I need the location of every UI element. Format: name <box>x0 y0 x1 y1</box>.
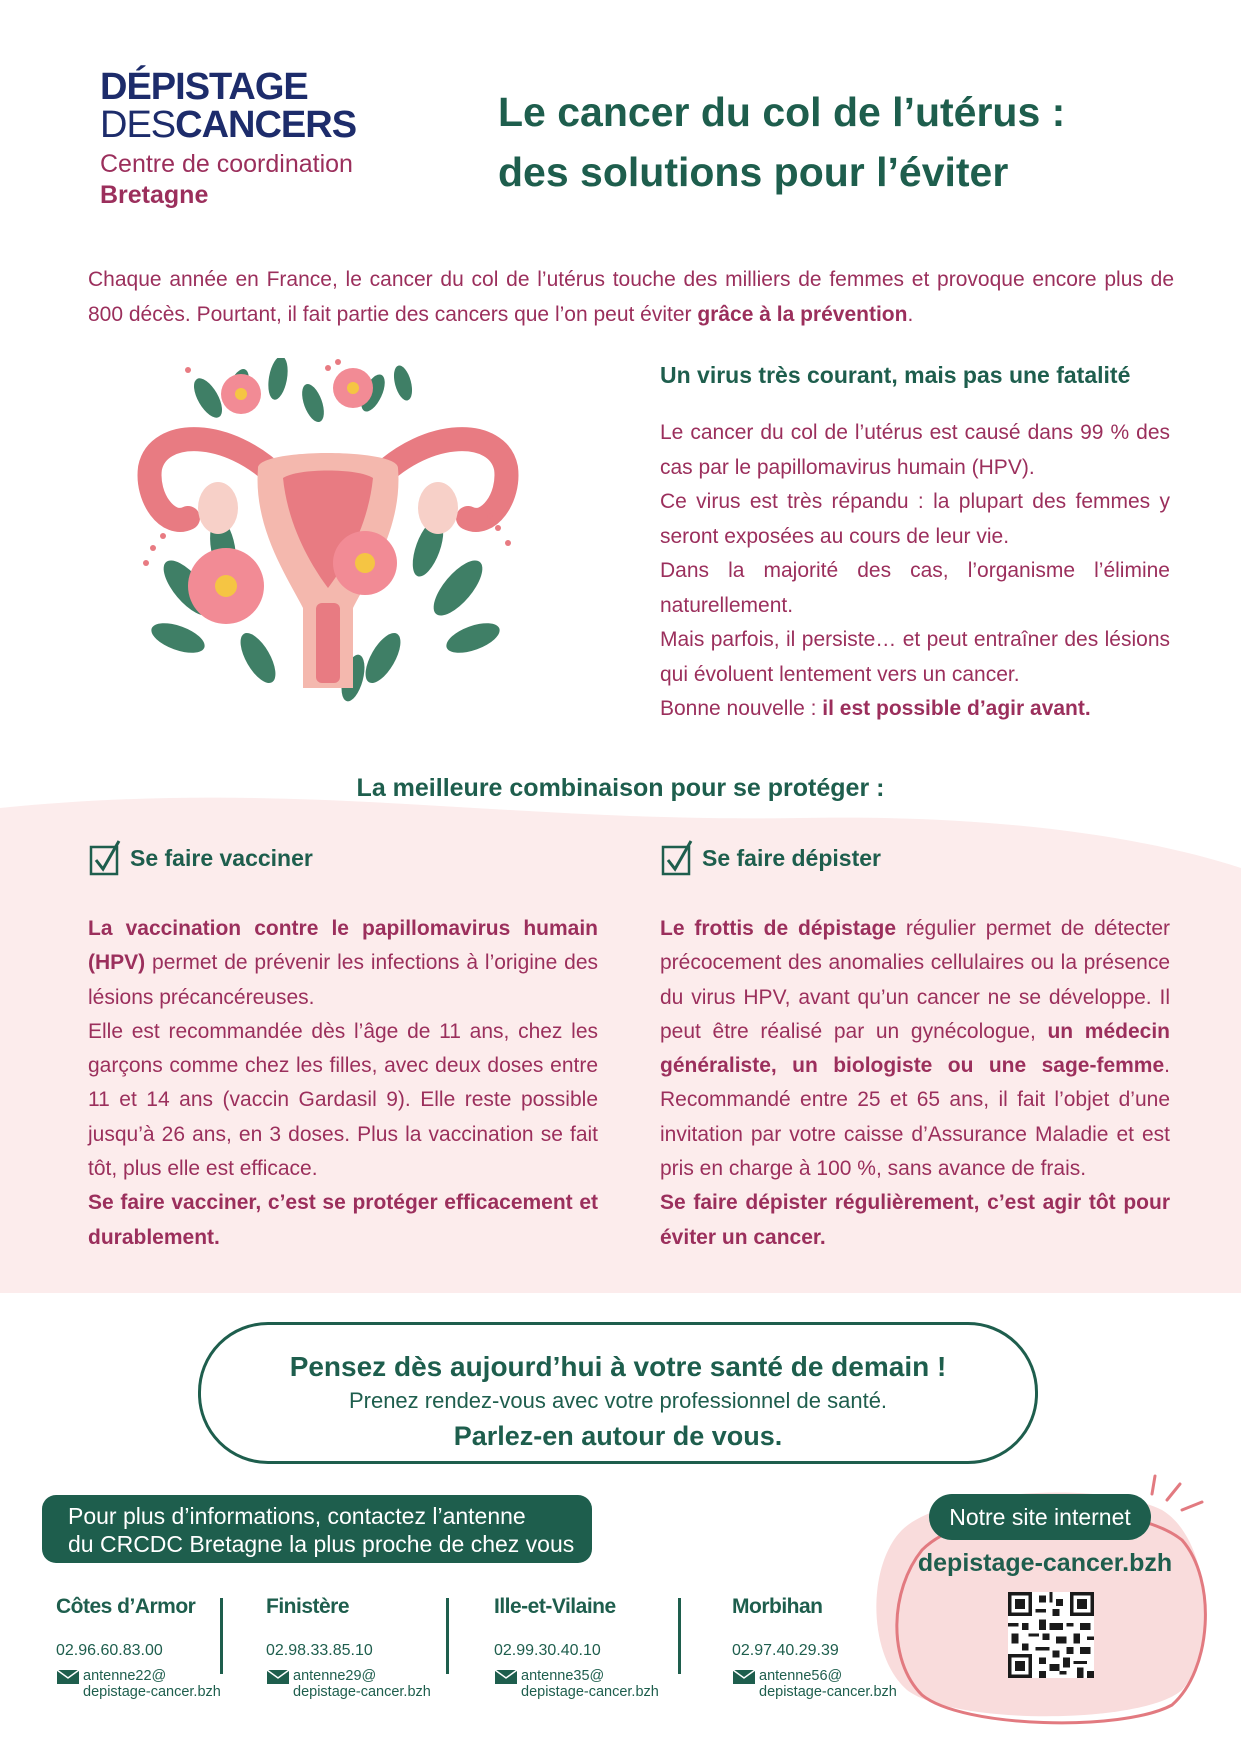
antenne-name: Morbihan <box>732 1595 823 1618</box>
virus-p3: Dans la majorité des cas, l’organisme l’élimine naturellement. <box>660 559 1170 617</box>
screening-header <box>660 838 1170 878</box>
cta-line-3: Parlez-en autour de vous. <box>453 1421 783 1451</box>
antenne-morbihan <box>732 1592 932 1700</box>
screening-p1 <box>660 912 1170 1186</box>
virus-heading: Un virus très courant, mais pas une fatalité <box>660 362 1131 388</box>
antenne-email-domain: depistage-cancer.bzh <box>293 1684 431 1700</box>
antenne-email[interactable] <box>56 1668 256 1700</box>
antenne-cotes-darmor <box>56 1592 256 1700</box>
screening-heading: Se faire dépister <box>702 844 881 871</box>
logo-line-2-b: CANCERS <box>175 104 357 146</box>
antenne-phone[interactable]: 02.98.33.85.10 <box>266 1642 373 1659</box>
page-title <box>498 82 1198 202</box>
vaccination-p3-bold: Se faire vacciner, c’est se protéger efficacement et durablement. <box>88 1191 598 1249</box>
intro-text: Chaque année en France, le cancer du col de l’utérus touche des milliers de femmes et provoque encore plus de 800 décès. Pourtant, il fait partie des cancers que l’on peut éviter <box>88 268 1174 326</box>
antenne-email-user: antenne56@ <box>759 1668 843 1684</box>
envelope-icon <box>56 1669 80 1685</box>
antenne-phone[interactable]: 02.99.30.40.10 <box>494 1642 601 1659</box>
antenne-email-user: antenne35@ <box>521 1668 605 1684</box>
cta-line-2: Prenez rendez-vous avec votre professionnel de santé. <box>348 1388 888 1413</box>
logo-line-2-a: DES <box>100 104 176 146</box>
envelope-icon <box>732 1669 756 1685</box>
screening-p1-bold: Le frottis de dépistage <box>660 917 897 940</box>
intro-end: . <box>907 303 914 326</box>
antenne-phone[interactable]: 02.96.60.83.00 <box>56 1642 163 1659</box>
logo-line-2 <box>100 106 420 144</box>
call-to-action-box <box>198 1322 1038 1464</box>
screening-p2 <box>660 1186 1170 1255</box>
antenne-email-domain: depistage-cancer.bzh <box>83 1684 221 1700</box>
vaccination-p1 <box>88 912 598 1015</box>
vaccination-p1-rest: permet de prévenir les infections à l’origine des lésions précancéreuses. <box>88 951 598 1009</box>
virus-section <box>660 360 1170 727</box>
antenne-email-domain: depistage-cancer.bzh <box>521 1684 659 1700</box>
antenne-name: Ille-et-Vilaine <box>494 1595 616 1618</box>
envelope-icon <box>494 1669 518 1685</box>
antenne-email-user: antenne22@ <box>83 1668 167 1684</box>
vaccination-p3 <box>88 1186 598 1255</box>
antenne-divider <box>678 1598 681 1674</box>
antenne-ille-et-vilaine <box>494 1592 694 1700</box>
virus-p5 <box>660 692 1170 727</box>
logo-line-1: DÉPISTAGE <box>100 66 308 108</box>
title-line-2: des solutions pour l’éviter <box>498 149 1009 195</box>
antenne-email[interactable] <box>494 1668 694 1700</box>
logo-line-4: Bretagne <box>100 181 209 209</box>
antenne-email-domain: depistage-cancer.bzh <box>759 1684 897 1700</box>
checkbox-check-icon <box>660 839 694 877</box>
contact-line-1: Pour plus d’informations, contactez l’antenne <box>68 1503 526 1529</box>
vaccination-heading: Se faire vacciner <box>130 844 313 871</box>
antenne-name: Côtes d’Armor <box>56 1595 196 1618</box>
virus-p5-a: Bonne nouvelle : <box>660 697 823 720</box>
virus-p1: Le cancer du col de l’utérus est causé dans 99 % des cas par le papillomavirus humain (HPV). <box>660 421 1170 479</box>
qr-code-icon[interactable] <box>1008 1592 1094 1678</box>
contact-info-box <box>42 1495 592 1563</box>
intro-paragraph <box>88 262 1174 332</box>
screening-p2-bold: Se faire dépister régulièrement, c’est agir tôt pour éviter un cancer. <box>660 1191 1170 1249</box>
antenne-divider <box>446 1598 449 1674</box>
intro-bold: grâce à la prévention <box>697 303 908 326</box>
combo-heading: La meilleure combinaison pour se protéger : <box>356 774 885 802</box>
logo <box>100 68 420 210</box>
website-label: Notre site internet <box>929 1494 1151 1540</box>
virus-p2: Ce virus est très répandu : la plupart des femmes y seront exposées au cours de leur vie. <box>660 490 1170 548</box>
virus-p4: Mais parfois, il persiste… et peut entraîner des lésions qui évoluent lentement vers un cancer. <box>660 628 1170 686</box>
contact-line-2: du CRCDC Bretagne la plus proche de chez vous <box>68 1531 575 1557</box>
screening-p1-rest: régulier permet de détecter précocement des anomalies cellulaires ou la présence du virus HPV, avant qu’un cancer ne se développe. Il peut être réalisé par un gynécologue, <box>660 917 1170 1043</box>
antenne-phone[interactable]: 02.97.40.29.39 <box>732 1642 839 1659</box>
antenne-email[interactable] <box>732 1668 932 1700</box>
title-line-1: Le cancer du col de l’utérus : <box>498 89 1066 135</box>
vaccination-p1-bold: La vaccination contre le papillomavirus humain (HPV) <box>88 917 598 975</box>
virus-p5-b: il est possible d’agir avant. <box>822 697 1091 720</box>
vaccination-header <box>88 838 598 878</box>
screening-p1-bold2: un médecin généraliste, un biologiste ou une sage-femme <box>660 1019 1170 1078</box>
antenne-email[interactable] <box>266 1668 466 1700</box>
screening-section <box>660 838 1170 1255</box>
antenne-finistere <box>266 1592 466 1700</box>
cta-line-1: Pensez dès aujourd’hui à votre santé de demain ! <box>289 1351 947 1382</box>
logo-line-3: Centre de coordination <box>100 150 353 178</box>
antenne-divider <box>220 1598 223 1674</box>
antenne-name: Finistère <box>266 1595 350 1618</box>
vaccination-p2: Elle est recommandée dès l’âge de 11 ans, chez les garçons comme chez les filles, avec deux doses entre 11 et 14 ans (vaccin Gardasil 9). Elle reste possible jusqu’à 26 ans, en 3 doses. Plus la vaccination se fait tôt, plus elle est efficace. <box>88 1019 598 1181</box>
website-url[interactable]: depistage-cancer.bzh <box>917 1549 1173 1577</box>
screening-p1-rest2: . Recommandé entre 25 et 65 ans, il fait l’objet d’une invitation par votre caisse d’Assurance Maladie et est pris en charge à 100 %, sans avance de frais. <box>660 1054 1170 1181</box>
checkbox-check-icon <box>88 839 122 877</box>
uterus-illustration <box>128 358 528 728</box>
vaccination-section <box>88 838 598 1255</box>
envelope-icon <box>266 1669 290 1685</box>
antenne-email-user: antenne29@ <box>293 1668 377 1684</box>
